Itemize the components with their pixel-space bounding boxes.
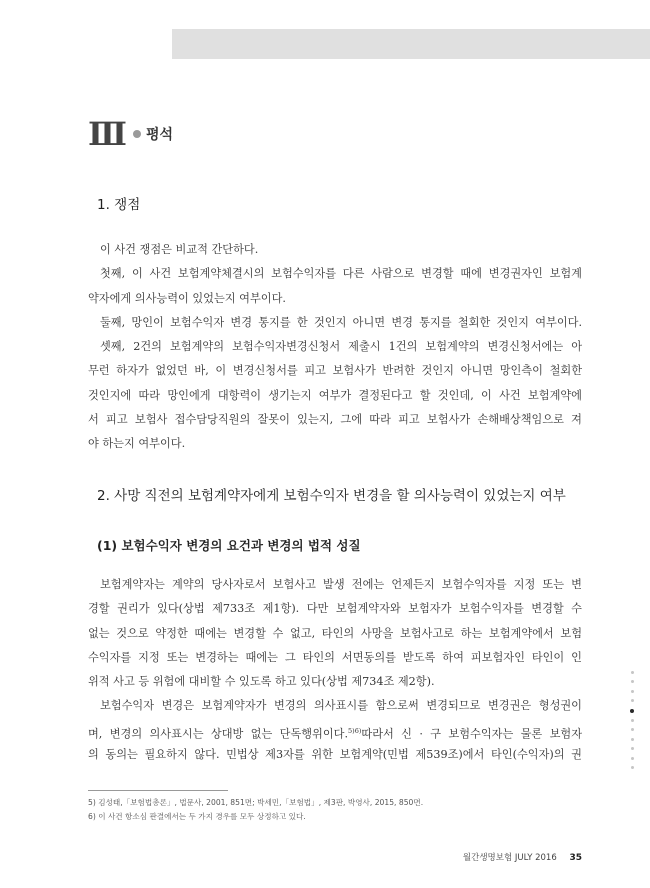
- paragraph-requirements: [88, 573, 582, 767]
- text-line: 약자에게 의사능력이 있었는지 여부이다.: [88, 291, 286, 305]
- text-line: 이 사건 쟁점은 비교적 간단하다.: [100, 243, 259, 256]
- text-line: 무런 하자가 없었던 바, 이 변경신청서를 피고 보험사가 반려한 것인지 아니면 망인측이 철회한: [88, 364, 582, 378]
- text-line: 경할 권리가 있다(상법 제733조 제1항). 다만 보험계약자와 보험자가 보험수익자를 변경할 수: [88, 602, 582, 616]
- indicator-dot: [631, 728, 634, 731]
- page-footer: [463, 851, 582, 863]
- text-segment: 며, 변경의 의사표시는 상대방 없는 단독행위이다.: [88, 727, 349, 741]
- heading-issue: 1. 쟁점: [97, 197, 141, 213]
- header-band: [172, 29, 650, 59]
- section-numeral: Ⅲ: [88, 115, 125, 153]
- heading-capacity: 2. 사망 직전의 보험계약자에게 보험수익자 변경을 할 의사능력이 있었는지 여부: [97, 488, 566, 504]
- footnote-ref[interactable]: 6): [354, 726, 362, 735]
- footnote-ref[interactable]: 5): [348, 726, 355, 735]
- text-segment: 따라서 신 · 구 보험수익자는 물론 보험자: [361, 727, 582, 741]
- text-line: 보험계약자는 계약의 당사자로서 보험사고 발생 전에는 언제든지 보험수익자를 지정 또는 변: [100, 578, 582, 591]
- text-line: 야 하는지 여부이다.: [88, 437, 186, 451]
- text-line: 없는 것으로 약정한 때에는 변경할 수 없고, 타인의 사망을 보험사고로 하는 보험계약에서 보험: [88, 626, 582, 640]
- indicator-dot: [631, 719, 634, 722]
- indicator-dot: [631, 680, 634, 683]
- footnote-divider: [88, 790, 228, 791]
- subheading-requirements: (1) 보험수익자 변경의 요건과 변경의 법적 성질: [97, 538, 361, 553]
- indicator-dot: [631, 766, 634, 769]
- text-line: 수익자를 지정 또는 변경하는 때에는 그 타인의 서면동의를 받도록 하여 피보험자인 타인이 인: [88, 650, 582, 664]
- bullet-dot-icon: [133, 130, 141, 138]
- text-line: 둘째, 망인이 보험수익자 변경 통지를 한 것인지 아니면 변경 통지를 철회한 것인지 여부이다.: [100, 315, 582, 329]
- section-title: 평석: [145, 127, 174, 143]
- text-line: 위적 사고 등 위험에 대비할 수 있도록 하고 있다(상법 제734조 제2항).: [88, 675, 435, 689]
- text-line-with-footnotes: [88, 719, 582, 743]
- publication-name: 월간생명보험: [462, 853, 513, 863]
- indicator-dot: [631, 747, 634, 750]
- text-line: 것인지에 따라 망인에게 대항력이 생기는지 여부가 결정된다고 할 것인데, 이 사건 보험계약에: [88, 388, 582, 402]
- paragraph-issue: [88, 238, 582, 457]
- text-line: 보험수익자 변경은 보험계약자가 변경의 의사표시를 함으로써 변경되므로 변경권은 형성권이: [100, 699, 582, 713]
- page-number: 35: [569, 853, 582, 863]
- section-heading: [88, 114, 173, 154]
- text-line: 의 동의는 필요하지 않다. 민법상 제3자를 위한 보험계약(민법 제539조)에서 타인(수익자)의 권: [88, 748, 582, 762]
- text-line: 서 피고 보험사 접수담당직원의 잘못이 있는지, 그에 따라 피고 보험사가 손해배상책임으로 져: [88, 413, 582, 427]
- indicator-dot: [631, 738, 634, 741]
- indicator-dot: [631, 671, 634, 674]
- indicator-dot: [631, 699, 634, 702]
- indicator-dot: [631, 757, 634, 760]
- footnote-5: 5) 김성태,「보험법총론」, 법문사, 2001, 851면; 박세민,「보험법」, 제3판, 박영사, 2015, 850면.: [88, 798, 424, 807]
- text-line: 첫째, 이 사건 보험계약체결시의 보험수익자를 다른 사람으로 변경할 때에 변경권자인 보험계: [100, 267, 582, 281]
- indicator-dot-active: [630, 709, 634, 713]
- issue-date: JULY 2016: [514, 853, 557, 863]
- text-line: 셋째, 2건의 보험계약의 보험수익자변경신청서 제출시 1건의 보험계약의 변경신청서에는 아: [100, 340, 582, 354]
- footnote-6: 6) 이 사건 항소심 판결에서는 두 가지 경우를 모두 상정하고 있다.: [88, 812, 306, 821]
- page-indicator-dots: [629, 671, 635, 775]
- indicator-dot: [631, 690, 634, 693]
